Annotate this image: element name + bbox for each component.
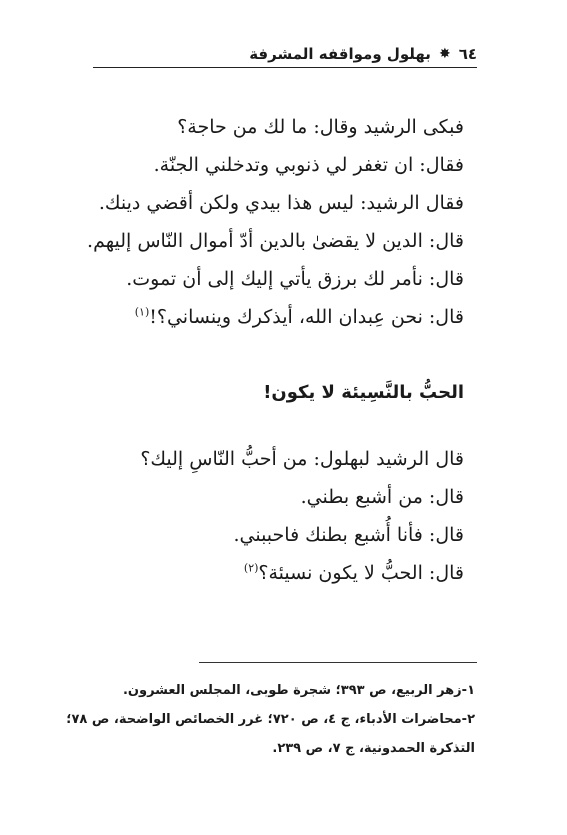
text-line: قال: فأنا أُشبع بطنك فاحببني. xyxy=(233,524,464,546)
text-line: قال الرشيد لبهلول: من أحبُّ النّاسِ إليك؟ xyxy=(140,448,464,470)
text-line: قال: نأمر لك برزق يأتي إليك إلى أن تموت. xyxy=(126,268,464,290)
book-title: بهلول ومواقفه المشرفة xyxy=(249,45,431,63)
header-rule xyxy=(93,67,477,68)
footnote: ١-زهر الربيع، ص ٣٩٣؛ شجرة طوبى، المجلس العشرون. xyxy=(122,683,475,698)
footnotes xyxy=(66,676,475,763)
footnote-marker-2: (٢) xyxy=(243,561,259,575)
section-heading: الحبُّ بالنَّسِيئة لا يكون! xyxy=(263,382,464,403)
footnote: التذكرة الحمدونية، ج ٧، ص ٢٣٩. xyxy=(272,741,475,756)
text-line-body: قال: الحبُّ لا يكون نسيئة؟ xyxy=(258,562,464,584)
running-head xyxy=(210,42,477,66)
text-line-with-footnote xyxy=(90,554,464,592)
text-line: فبكى الرشيد وقال: ما لك من حاجة؟ xyxy=(177,116,464,138)
footnote-marker-1: (١) xyxy=(134,305,150,319)
text-line: فقال الرشيد: ليس هذا بيدي ولكن أقضي دينك. xyxy=(98,192,464,214)
text-line-with-footnote xyxy=(90,298,464,336)
dialogue-section-1 xyxy=(87,108,464,336)
page-number: ٦٤ xyxy=(458,45,477,63)
text-line: قال: من أشبع بطني. xyxy=(300,486,464,508)
dialogue-section-2 xyxy=(90,440,464,592)
starburst-icon: ✸ xyxy=(438,46,451,62)
footnote-rule xyxy=(199,662,477,663)
text-line: فقال: ان تغفر لي ذنوبي وتدخلني الجنّة. xyxy=(153,154,464,176)
text-line-body: قال: نحن عِبدان الله، أيذكرك وينساني؟! xyxy=(149,306,464,328)
text-line: قال: الدين لا يقضىٰ بالدين أدّ أموال النّاس إليهم. xyxy=(87,230,464,252)
footnote: ٢-محاضرات الأدباء، ج ٤، ص ٧٢٠؛ غرر الخصائص الواضحة، ص ٧٨؛ xyxy=(66,712,475,727)
